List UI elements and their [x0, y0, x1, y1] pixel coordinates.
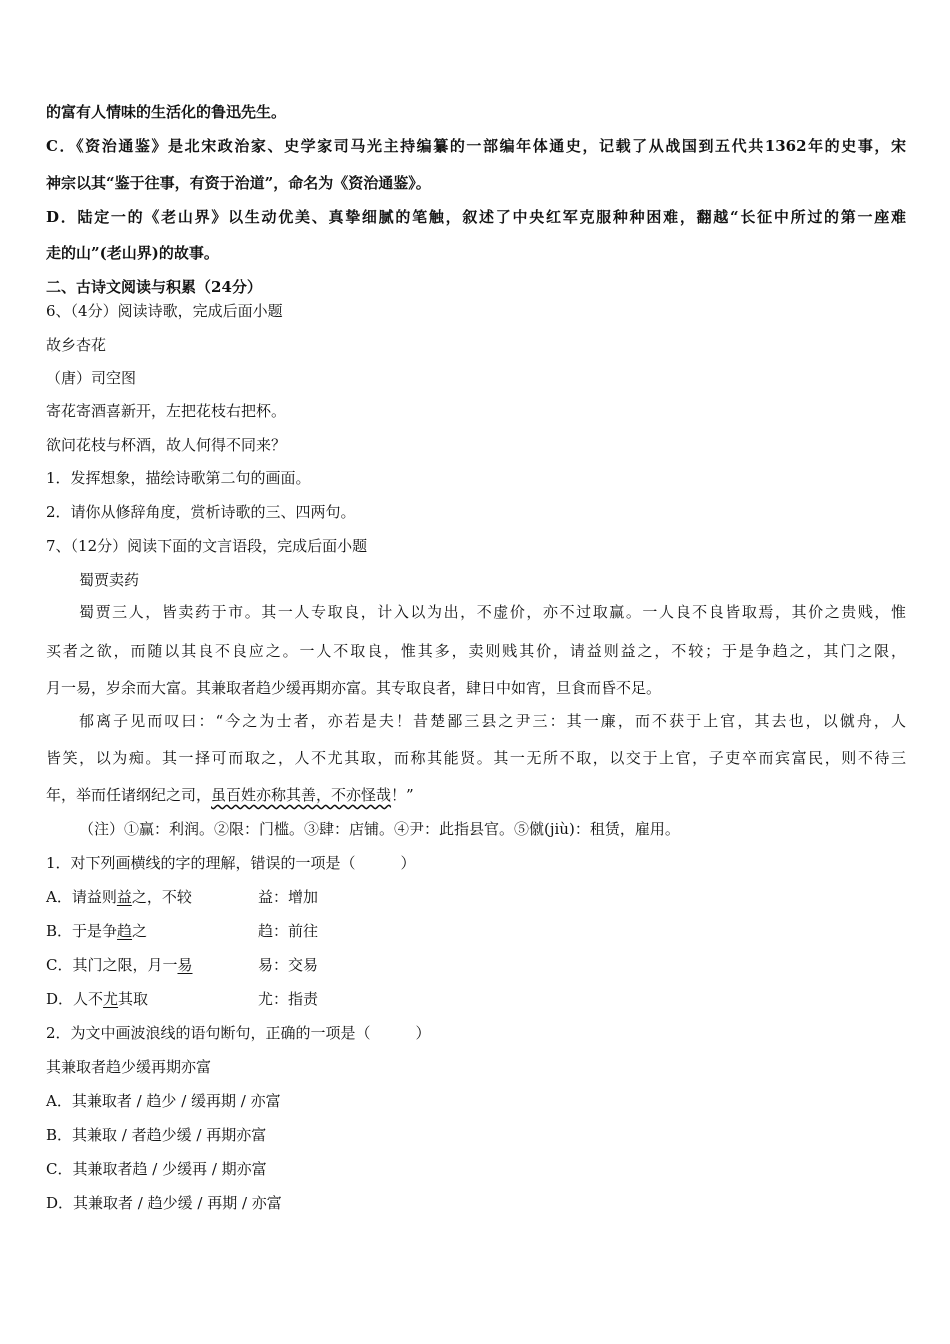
q6-sub-1: 1．发挥想象，描绘诗歌第二句的画面。	[46, 469, 311, 487]
option-c-underlined: 易	[177, 956, 193, 974]
option-b-prefix: B．于是争	[46, 922, 118, 940]
passage-p1-line3: 月一易，岁余而大富。其兼取者趋少缓再期亦富。其专取良者，肆日中如宵，旦食而昏不足。	[46, 679, 662, 697]
option-d-suffix: 其取	[118, 990, 149, 1008]
q7-sub2-stem: 2．为文中画波浪线的语句断句，正确的一项是（ ）	[46, 1024, 431, 1042]
passage-title: 蜀贾卖药	[79, 571, 140, 589]
option-b-term	[46, 920, 258, 942]
poem-line-2: 欲问花枝与杯酒，故人何得不同来？	[46, 436, 287, 454]
sub1-option-b	[46, 920, 906, 942]
section-heading: 二、古诗文阅读与积累（24分）	[46, 278, 262, 296]
option-a-underlined: 益	[116, 888, 132, 906]
sub1-option-c	[46, 954, 906, 976]
option-d-prefix: D．人不	[46, 990, 104, 1008]
option-b-tail: 的富有人情味的生活化的鲁迅先生。	[46, 103, 287, 121]
sub2-option-d: D．其兼取者 / 趋少缓 / 再期 / 亦富	[46, 1194, 282, 1212]
option-a-gloss: 益：增加	[258, 888, 319, 906]
q7-sub2-sentence: 其兼取者趋少缓再期亦富	[46, 1058, 212, 1076]
sub1-option-d	[46, 988, 906, 1010]
passage-p2-line1: 郁离子见而叹曰：“今之为士者，亦若是夫！昔楚鄙三县之尹三：其一廉，而不获于上官，其去也，以僦舟，人	[79, 712, 906, 730]
passage-p2-line3-start: 年，举而任诸纲纪之司，	[46, 786, 212, 804]
option-d-line1: D．陆定一的《老山界》以生动优美、真挚细腻的笔触，叙述了中央红军克服种种困难，翻越“长征中所过的第一座难	[46, 208, 906, 226]
passage-p2-line2: 皆笑，以为痴。其一择可而取之，人不尤其取，而称其能贤。其一无所不取，以交于上官，子吏卒而宾富民，则不待三	[46, 749, 906, 767]
option-c-line2: 神宗以其“鉴于往事，有资于治道”，命名为《资治通鉴》。	[46, 174, 431, 192]
option-c-prefix: C．其门之限，月一	[46, 956, 178, 974]
wavy-underlined-sentence: 虽百姓亦称其善，不亦怪哉	[211, 786, 392, 804]
sub2-option-c: C．其兼取者趋 / 少缓再 / 期亦富	[46, 1160, 267, 1178]
poem-author: （唐）司空图	[46, 369, 137, 387]
option-c-gloss: 易：交易	[258, 956, 319, 974]
poem-title: 故乡杏花	[46, 336, 107, 354]
option-b-suffix: 之	[132, 922, 148, 940]
option-b-gloss: 趋：前往	[258, 922, 319, 940]
passage-p2-line3-end: ！”	[391, 786, 414, 804]
sub2-option-a: A．其兼取者 / 趋少 / 缓再期 / 亦富	[46, 1092, 281, 1110]
option-d-line2: 走的山”(老山界)的故事。	[46, 244, 219, 262]
sub1-option-a	[46, 886, 906, 908]
passage-p2-line3	[46, 784, 906, 806]
q7-sub1-stem: 1．对下列画横线的字的理解，错误的一项是（ ）	[46, 854, 416, 872]
option-a-suffix: 之，不较	[131, 888, 192, 906]
q6-stem: 6、（4分）阅读诗歌，完成后面小题	[46, 302, 283, 320]
option-d-gloss: 尤：指责	[258, 990, 319, 1008]
option-a-term	[46, 886, 258, 908]
option-a-prefix: A．请益则	[46, 888, 117, 906]
sub2-option-b: B．其兼取 / 者趋少缓 / 再期亦富	[46, 1126, 267, 1144]
option-c-line1: C．《资治通鉴》是北宋政治家、史学家司马光主持编纂的一部编年体通史，记载了从战国到五代共1362年的史事，宋	[46, 137, 906, 155]
passage-p1-line2: 买者之欲，而随以其良不良应之。一人不取良，惟其多，卖则贱其价，请益则益之，不较；于是争趋之，其门之限，	[46, 642, 906, 660]
passage-p1-line1: 蜀贾三人，皆卖药于市。其一人专取良，计入以为出，不虚价，亦不过取赢。一人良不良皆取焉，其价之贵贱，惟	[79, 603, 906, 621]
q7-stem: 7、（12分）阅读下面的文言语段，完成后面小题	[46, 537, 368, 555]
option-d-term	[46, 988, 258, 1010]
footnotes: （注）①赢：利润。②限：门槛。③肆：店铺。④尹：此指县官。⑤僦(jiù)：租赁，雇用。	[79, 820, 680, 838]
option-b-underlined: 趋	[117, 922, 133, 940]
option-d-underlined: 尤	[103, 990, 119, 1008]
q6-sub-2: 2．请你从修辞角度，赏析诗歌的三、四两句。	[46, 503, 356, 521]
option-c-term	[46, 954, 258, 976]
poem-line-1: 寄花寄酒喜新开，左把花枝右把杯。	[46, 402, 287, 420]
